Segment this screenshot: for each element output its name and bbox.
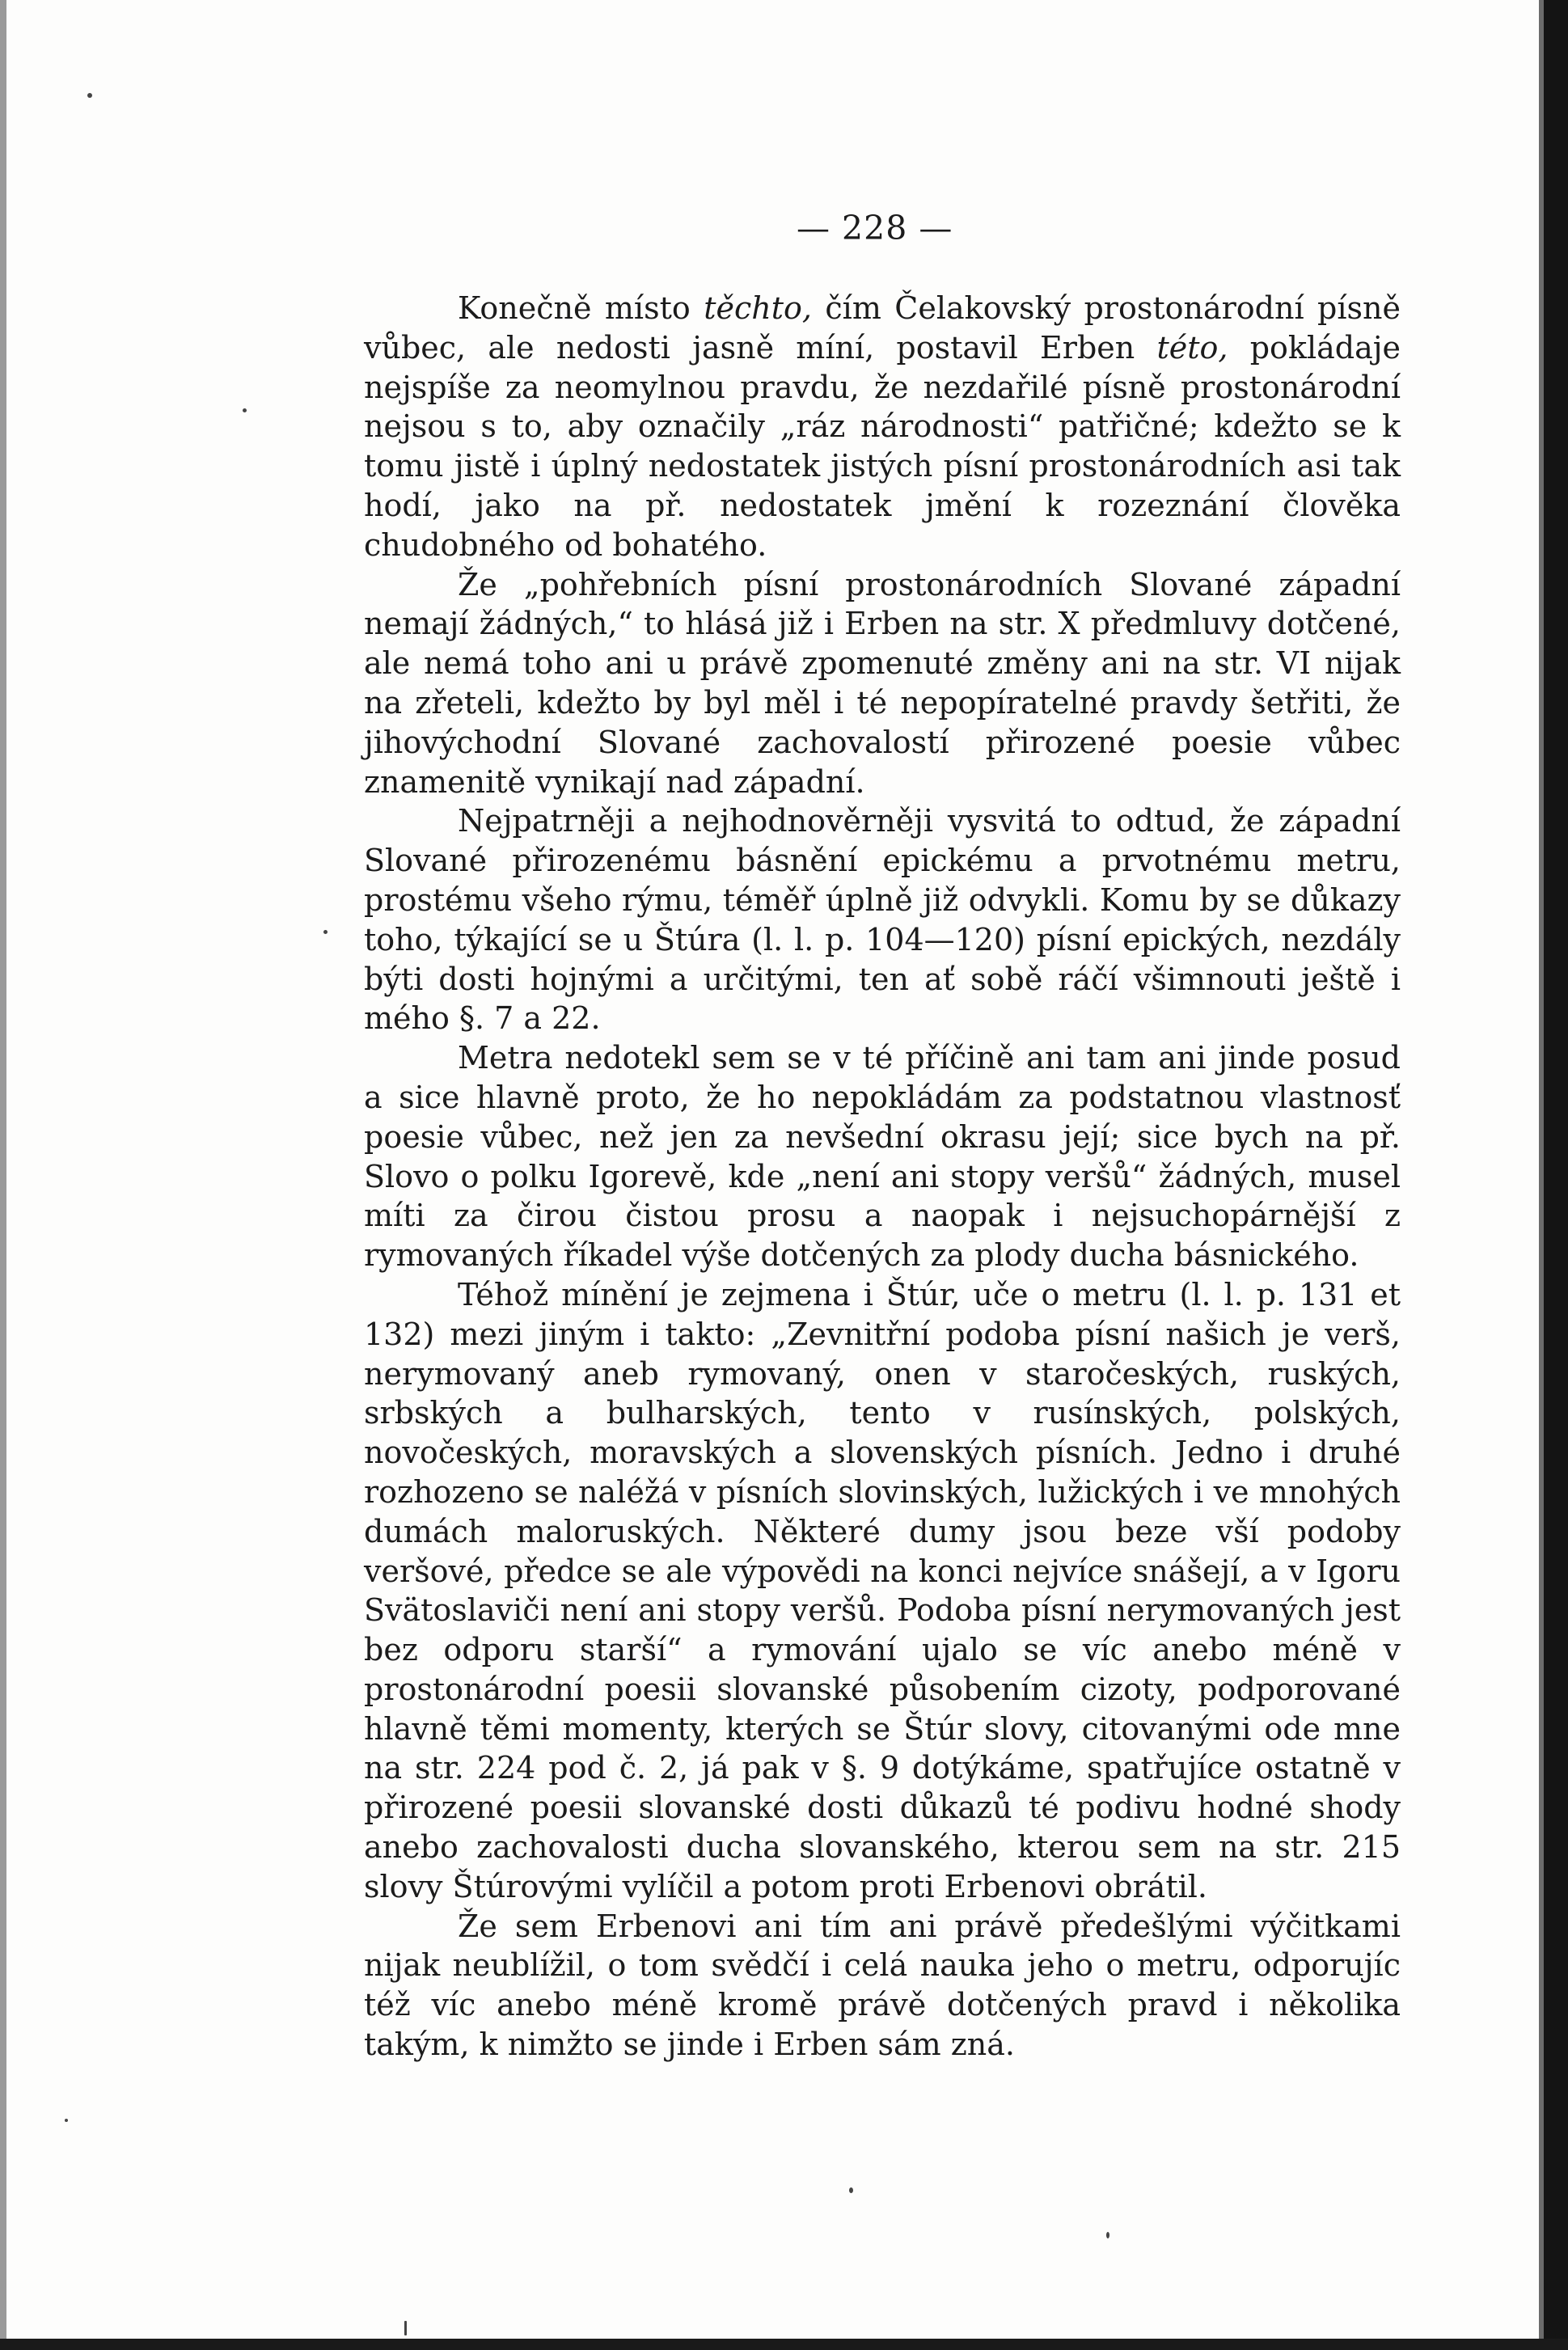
paragraph-2: Že „pohřebních písní prostonárodních Slované západní nemají žádných,“ to hlásá již i Erben na str. X předmluvy dotčené, ale nemá toho ani u právě zpomenuté změny ani na str. VI nijak na zřeteli, kdežto by byl měl i té nepopíratelné pravdy šetřiti, že jihovýchodní Slované zachovalostí přirozené poesie vůbec znamenitě vynikají nad západní. — [364, 566, 1401, 800]
paragraph-1-text: čím Čelakovský prostonárodní písně vůbec, ale nedosti jasně míní, postavil Erben — [364, 290, 1401, 366]
paragraph-4: Metra nedotekl sem se v té příčině ani tam ani jinde posud a sice hlavně proto, že ho nepokládám za podstatnou vlastnosť poesie vůbec, než jen za nevšední okrasu její; sice bych na př. Slovo o polku Igorevě, kde „není ani stopy veršů“ žádných, musel míti za čirou čistou prosu a naopak i nejsuchopárnější z rymovaných říkadel výše dotčených za plody ducha básnického. — [364, 1040, 1401, 1274]
page-left-edge — [0, 0, 6, 2350]
emphasis-teto: této, — [1156, 329, 1228, 366]
scan-speck — [65, 2119, 68, 2122]
scan-speck — [404, 2321, 407, 2335]
scan-speck — [87, 93, 92, 98]
paragraph-3: Nejpatrněji a nejhodnověrněji vysvitá to odtud, že západní Slované přirozenému básnění epickému a prvotnému metru, prostému všeho rýmu, téměř úplně již odvykli. Komu by se důkazy toho, týkající se u Štúra (l. l. p. 104—120) písní epických, nezdály býti dosti hojnými a určitými, ten ať sobě ráčí všimnouti ještě i mého §. 7 a 22. — [364, 803, 1401, 1037]
scan-speck — [849, 2187, 853, 2193]
body-text — [364, 289, 1401, 2065]
scan-speck — [323, 930, 328, 934]
page-bottom-edge — [0, 2339, 1568, 2350]
paragraph-6: Že sem Erbenovi ani tím ani právě předešlými výčitkami nijak neublížil, o tom svědčí i celá nauka jeho o metru, odporujíc též víc anebo méně kromě právě dotčených pravd i několika takým, k nimžto se jinde i Erben sám zná. — [364, 1908, 1401, 2063]
paragraph-1-text: Konečně místo — [458, 290, 704, 326]
paragraph-1 — [364, 289, 1401, 565]
paragraph-5: Téhož mínění je zejmena i Štúr, uče o metru (l. l. p. 131 et 132) mezi jiným i takto: „Zevnitřní podoba písní našich je verš, nerymovaný aneb rymovaný, onen v staročeských, ruských, srbských a bulharských, tento v rusínských, polských, novočeských, moravských a slovenských písních. Jedno i druhé rozhozeno se naléžá v písních slovinských, lužických i ve mnohých dumách maloruských. Některé dumy jsou beze vší podoby veršové, předce se ale výpovědi na konci nejvíce snášejí, a v Igoru Svätoslaviči není ani stopy veršů. Podoba písní nerymovaných jest bez odporu starší“ a rymování ujalo se víc anebo méně v prostonárodní poesii slovanské působením cizoty, podporované hlavně těmi momenty, kterých se Štúr slovy, citovanými ode mne na str. 224 pod č. 2, já pak v §. 9 dotýkáme, spatřujíce ostatně v přirozené poesii slovanské dosti důkazů té podivu hodné shody anebo zachovalosti ducha slovanského, kterou sem na str. 215 slovy Štúrovými vylíčil a potom proti Erbenovi obrátil. — [364, 1276, 1401, 1904]
scan-speck — [243, 408, 247, 412]
page-number: — 228 — — [797, 209, 953, 247]
paragraph-1-text: pokládaje nejspíše za neomylnou pravdu, že nezdařilé písně prostonárodní nejsou s to, aby označily „ráz národnosti“ patřičné; kdežto se k tomu jistě i úplný nedostatek jistých písní prostonárodních asi tak hodí, jako na př. nedostatek jmění k rozeznání člověka chudobného od bohatého. — [364, 329, 1401, 563]
page-right-edge — [1544, 0, 1568, 2350]
emphasis-techto: těchto, — [704, 290, 812, 326]
scan-speck — [1106, 2232, 1109, 2238]
